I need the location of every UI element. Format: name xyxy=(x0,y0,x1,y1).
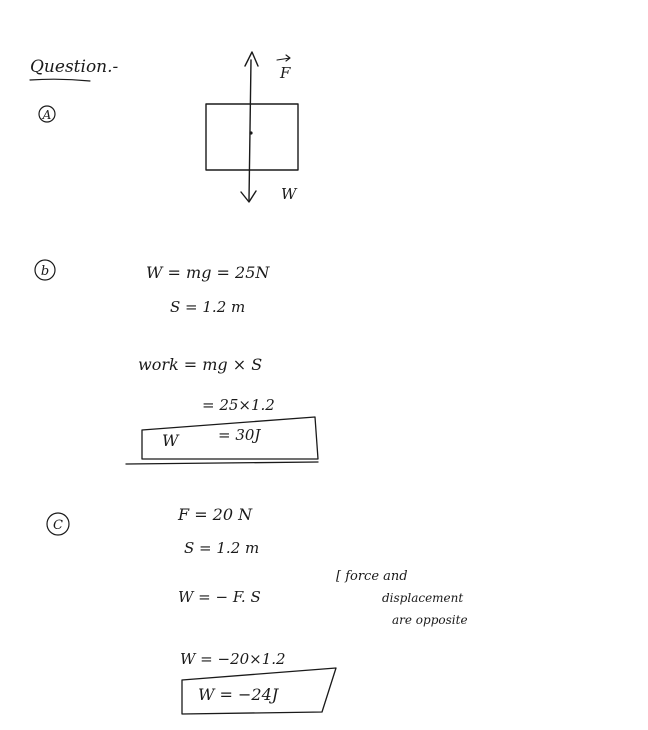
part-b-line3: work = mg × S xyxy=(138,355,263,374)
part-c-result: W = −24J xyxy=(198,685,279,704)
force-line xyxy=(249,60,251,200)
force-vector-arrow xyxy=(277,55,290,61)
force-label: F xyxy=(280,64,291,82)
block xyxy=(206,104,298,170)
weight-label: W xyxy=(281,185,297,203)
part-b-result-rhs: = 30J xyxy=(218,426,261,444)
part-c-line4: W = −20×1.2 xyxy=(180,650,286,668)
part-a-label: A xyxy=(42,108,52,122)
part-c-line3: W = − F. S xyxy=(178,588,261,606)
part-c-line2: S = 1.2 m xyxy=(184,539,260,557)
part-b-result-lhs: W xyxy=(162,431,179,450)
part-c-line1: F = 20 N xyxy=(178,505,253,524)
part-b-line1: W = mg = 25N xyxy=(146,263,270,282)
question-heading: Question.- xyxy=(30,57,119,77)
part-c-note-line3: are opposite xyxy=(392,613,468,627)
part-c-label: C xyxy=(53,518,63,533)
center-dot xyxy=(249,131,252,134)
part-b-line4: = 25×1.2 xyxy=(202,396,275,414)
part-b-line2: S = 1.2 m xyxy=(170,298,246,316)
heading-underline xyxy=(30,79,90,81)
part-c-note-line1: [ force and xyxy=(336,569,408,584)
part-c-note-line2: displacement xyxy=(382,591,464,605)
free-body-diagram xyxy=(206,52,298,203)
part-b-result-underline xyxy=(126,462,318,464)
part-b-label: b xyxy=(40,264,50,279)
